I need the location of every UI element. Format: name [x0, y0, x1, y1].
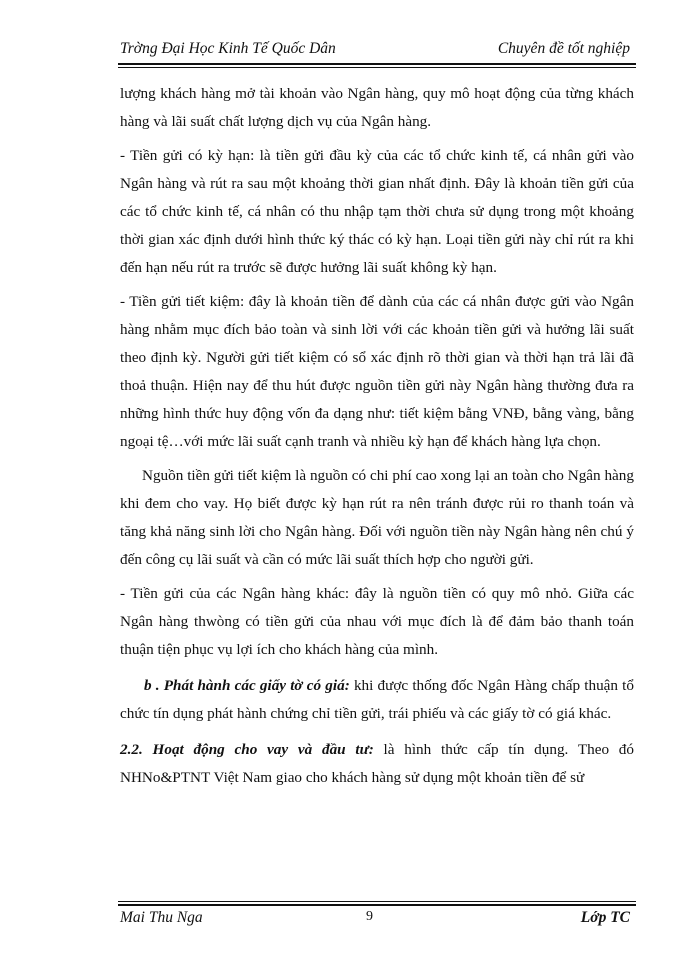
- paragraph-savings-cost: Nguồn tiền gửi tiết kiệm là nguồn có chi phí cao xong lại an toàn cho Ngân hàng khi đem cho vay. Họ biết được kỳ hạn rút ra nên tránh được rủi ro thanh toán và tăng khả năng sinh lời cho Ngân hàng. Đối với nguồn tiền này Ngân hàng nên chú ý đến công cụ lãi suất và cần có mức lãi suất thích hợp cho người gửi.: [120, 467, 634, 568]
- paragraph-valuable-papers: [120, 672, 634, 728]
- footer-rule: [118, 904, 636, 906]
- paragraph-lending: [120, 736, 634, 792]
- page-number: 9: [366, 909, 373, 924]
- footer-rule-thin: [118, 901, 636, 902]
- footer-author: Mai Thu Nga: [120, 909, 203, 926]
- header-school-name: Trờng Đại Học Kinh Tế Quốc Dân: [120, 40, 336, 57]
- paragraph-savings-deposit: - Tiền gửi tiết kiệm: đây là khoản tiền để dành của các cá nhân được gửi vào Ngân hàng nhằm mục đích bảo toàn và sinh lời với các khoản tiền gửi và hưởng lãi suất theo định kỳ. Người gửi tiết kiệm có sổ xác định rõ thời gian và thời hạn trả lãi đã thoả thuận. Hiện nay để thu hút được nguồn tiền gửi này Ngân hàng thường đưa ra những hình thức huy động vốn đa dạng như: tiết kiệm bằng VNĐ, bằng vàng, bằng ngoại tệ…với mức lãi suất cạnh tranh và nhiều kỳ hạn để khách hàng lựa chọn.: [120, 293, 634, 450]
- paragraph-term-deposit: - Tiền gửi có kỳ hạn: là tiền gửi đầu kỳ của các tổ chức kinh tế, cá nhân gửi vào Ngân hàng và rút ra sau một khoảng thời gian nhất định. Đây là khoản tiền gửi của các tổ chức kinh tế, cá nhân có thu nhập tạm thời chưa sử dụng trong một khoảng thời gian xác định dưới hình thức ký thác có kỳ hạn. Loại tiền gửi này chỉ rút ra khi đến hạn nếu rút ra trước sẽ được hưởng lãi suất không kỳ hạn.: [120, 147, 634, 276]
- footer-class: Lớp TC: [580, 909, 630, 926]
- paragraph-interbank-deposit: - Tiền gửi của các Ngân hàng khác: đây là nguồn tiền có quy mô nhỏ. Giữa các Ngân hàng thwòng có tiền gửi của nhau với mục đích là để đảm bảo thanh toán thuận tiện phục vụ lợi ích cho khách hàng của mình.: [120, 585, 634, 658]
- paragraph-lending-text: là hình thức cấp tín dụng. Theo đó NHNo&PTNT Việt Nam giao cho khách hàng sử dụng một khoản tiền để sử: [120, 741, 634, 786]
- document-body: [120, 80, 634, 792]
- paragraph-continuation: lượng khách hàng mở tài khoản vào Ngân hàng, quy mô hoạt động của từng khách hàng và lãi suất chất lượng dịch vụ của Ngân hàng.: [120, 85, 634, 130]
- header-rule-thin: [118, 67, 636, 68]
- paragraph-valuable-papers-text: khi được thống đốc Ngân Hàng chấp thuận tổ chức tín dụng phát hành chứng chỉ tiền gửi, trái phiếu và các giấy tờ có giá khác.: [120, 677, 634, 722]
- page-header: [120, 37, 634, 63]
- section-heading-2-2: 2.2. Hoạt động cho vay và đầu tư:: [120, 741, 374, 758]
- header-document-type: Chuyên đề tốt nghiệp: [497, 40, 630, 57]
- section-heading-b: b . Phát hành các giấy tờ có giá:: [144, 677, 350, 694]
- page-footer: [120, 907, 634, 931]
- header-rule: [118, 63, 636, 65]
